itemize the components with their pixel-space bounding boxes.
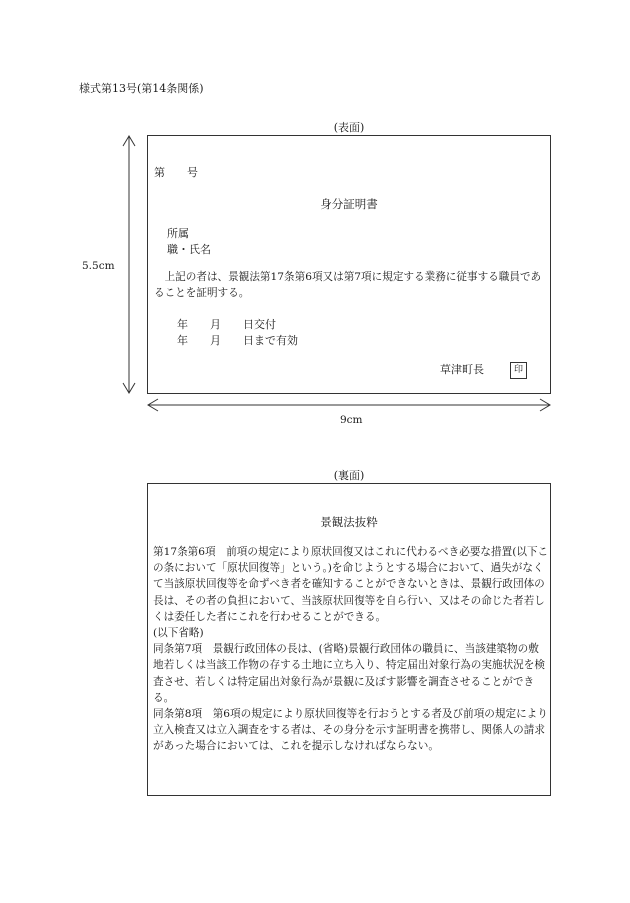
- name-label: 職・氏名: [167, 243, 211, 256]
- issuer-name: 草津町長: [440, 363, 484, 376]
- certificate-title: 身分証明書: [320, 197, 378, 211]
- certificate-number-line: 第 号: [154, 166, 198, 179]
- affiliation-label: 所属: [167, 227, 189, 240]
- omission-note: (以下省略): [153, 627, 204, 640]
- certification-text: 上記の者は、景観法第17条第6項又は第7項に規定する業務に従事する職員であることを証明する。: [154, 271, 542, 300]
- excerpt-body: [153, 544, 549, 755]
- back-side-label: (裏面): [333, 469, 365, 482]
- valid-until-line: 年 月 日まで有効: [177, 334, 298, 347]
- height-dimension-label: 5.5cm: [82, 260, 115, 272]
- excerpt-title: 景観法抜粋: [320, 515, 378, 529]
- article-17-6: 第17条第6項 前項の規定により原状回復又はこれに代わるべき必要な措置(以下この条において「原状回復等」という。)を命じようとする場合において、過失がなくて当該原状回復等を命ずべき者を確知することができないときは、景観行政団体の長は、その者の負担において、当該原状回復等を自ら行い、又はその命じた者若しくは委任した者にこれを行わせることができる。: [153, 546, 549, 623]
- back-card: [147, 483, 551, 796]
- issue-date-line: 年 月 日交付: [177, 318, 276, 331]
- article-17-8: 同条第8項 第6項の規定により原状回復等を行おうとする者及び前項の規定により立入検査又は立入調査をする者は、その身分を示す証明書を携帯し、関係人の請求があった場合においては、これを提示しなければならない。: [153, 708, 548, 753]
- front-side-label: (表面): [333, 121, 365, 134]
- article-17-7: 同条第7項 景観行政団体の長は、(省略)景観行政団体の職員に、当該建築物の敷地若しくは当該工作物の存する土地に立ち入り、特定届出対象行為の実施状況を検査させ、若しくは特定届出対象行為が景観に及ぼす影響を調査させることができる。: [153, 643, 545, 704]
- seal-mark: 印: [510, 362, 527, 379]
- width-dimension-label: 9cm: [340, 414, 363, 426]
- form-number-title: 様式第13号(第14条関係): [79, 82, 204, 95]
